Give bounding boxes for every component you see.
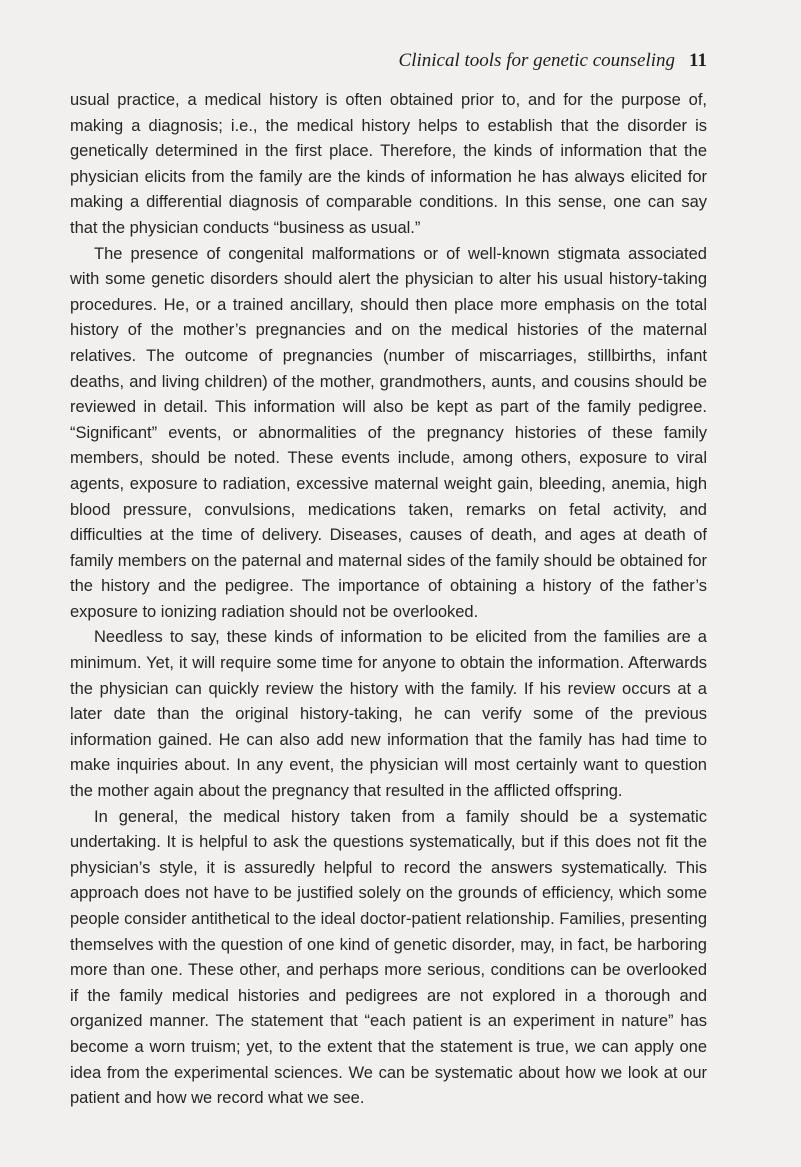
page-number: 11: [689, 50, 707, 71]
running-head: [399, 50, 707, 74]
paragraph: Needless to say, these kinds of information to be elicited from the families are a minimum. Yet, it will require some time for anyone to obtain the information. Afterwards the physician can quickly review the history with the family. If his review occurs at a later date than the original history-taking, he can verify some of the previous information gained. He can also add new information that the family has had time to make inquiries about. In any event, the physician will most certainly want to question the mother again about the pregnancy that resulted in the afflicted offspring.: [70, 628, 707, 801]
body-text: [70, 88, 707, 1112]
paragraph: usual practice, a medical history is often obtained prior to, and for the purpose of, making a diagnosis; i.e., the medical history helps to establish that the disorder is genetically determined in the first place. Therefore, the kinds of information that the physician elicits from the family are the kinds of information he has always elicited for making a differential diagnosis of comparable conditions. In this sense, one can say that the physician conducts “business as usual.”: [70, 91, 707, 237]
running-title: Clinical tools for genetic counseling: [398, 50, 676, 71]
paragraph: The presence of congenital malformations or of well-known stigmata associated with some genetic disorders should alert the physician to alter his usual history-taking procedures. He, or a trained ancillary, should then place more emphasis on the total history of the mother’s pregnancies and on the medical histories of the maternal relatives. The outcome of pregnancies (number of miscarriages, stillbirths, infant deaths, and living children) of the mother, grandmothers, aunts, and cousins should be reviewed in detail. This information will also be kept as part of the family pedigree. “Significant” events, or abnormalities of the pregnancy histories of these family members, should be noted. These events include, among others, exposure to viral agents, exposure to radiation, excessive maternal weight gain, bleeding, anemia, high blood pressure, convulsions, medications taken, remarks on fetal activity, and difficulties at the time of delivery. Diseases, causes of death, and ages at death of family members on the paternal and maternal sides of the family should be obtained for the history and the pedigree. The importance of obtaining a history of the father’s exposure to ionizing radiation should not be overlooked.: [70, 244, 707, 621]
paragraph: In general, the medical history taken from a family should be a systematic undertaking. It is helpful to ask the questions systematically, but if this does not fit the physician’s style, it is assuredly helpful to record the answers systematically. This approach does not have to be justified solely on the grounds of efficiency, which some people consider antithetical to the ideal doctor-patient relationship. Families, presenting themselves with the question of one kind of genetic disorder, may, in fact, be harboring more than one. These other, and perhaps more serious, conditions can be overlooked if the family medical histories and pedigrees are not explored in a thorough and organized manner. The statement that “each patient is an experiment in nature” has become a worn truism; yet, to the extent that the statement is true, we can apply one idea from the experimental sciences. We can be systematic about how we look at our patient and how we record what we see.: [70, 807, 707, 1108]
